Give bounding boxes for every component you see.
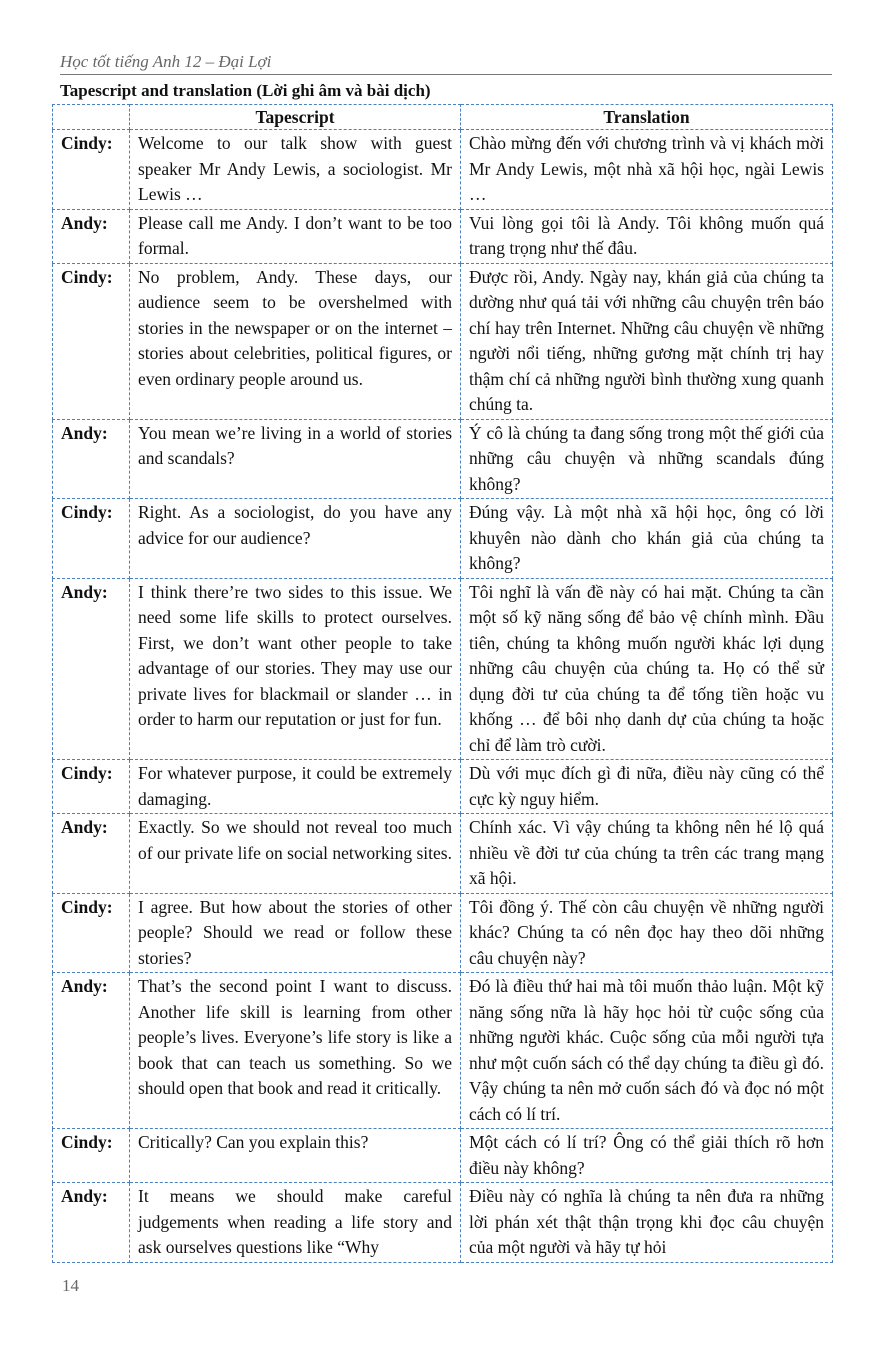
tapescript-cell: Exactly. So we should not reveal too much of our private life on social networking sites.	[130, 814, 461, 894]
speaker-cell: Cindy:	[53, 1129, 130, 1183]
tapescript-table	[52, 104, 833, 1263]
table-row	[53, 263, 833, 419]
speaker-cell: Cindy:	[53, 760, 130, 814]
tapescript-cell: That’s the second point I want to discuss. Another life skill is learning from other people’s lives. Everyone’s life story is like a book that can teach us something. So we should open that book and read it critically.	[130, 973, 461, 1129]
table-row	[53, 973, 833, 1129]
tapescript-cell: Welcome to our talk show with guest speaker Mr Andy Lewis, a sociologist. Mr Lewis …	[130, 130, 461, 210]
tapescript-cell: It means we should make careful judgements when reading a life story and ask ourselves questions like “Why	[130, 1183, 461, 1263]
speaker-cell: Andy:	[53, 209, 130, 263]
header-translation: Translation	[461, 105, 833, 130]
table-row	[53, 1183, 833, 1263]
tapescript-cell: For whatever purpose, it could be extremely damaging.	[130, 760, 461, 814]
header-speaker	[53, 105, 130, 130]
table-row	[53, 814, 833, 894]
translation-cell: Chào mừng đến với chương trình và vị khách mời Mr Andy Lewis, một nhà xã hội học, ngài Lewis …	[461, 130, 833, 210]
tapescript-cell: I think there’re two sides to this issue. We need some life skills to protect ourselves. First, we don’t want other people to take advantage of our stories. They may use our private lives for blackmail or slander … in order to harm our reputation or just for fun.	[130, 578, 461, 760]
table-row	[53, 578, 833, 760]
table-header-row	[53, 105, 833, 130]
tapescript-cell: You mean we’re living in a world of stories and scandals?	[130, 419, 461, 499]
speaker-cell: Andy:	[53, 419, 130, 499]
translation-cell: Đó là điều thứ hai mà tôi muốn thảo luận. Một kỹ năng sống nữa là hãy học hỏi từ cuộc sống của những người khác. Cuộc sống của mỗi người tựa như một cuốn sách có thể dạy chúng ta điều gì đó. Vậy chúng ta nên mở cuốn sách đó và đọc nó một cách có lí trí.	[461, 973, 833, 1129]
translation-cell: Đúng vậy. Là một nhà xã hội học, ông có lời khuyên nào dành cho khán giả của chúng ta không?	[461, 499, 833, 579]
speaker-cell: Andy:	[53, 1183, 130, 1263]
translation-cell: Được rồi, Andy. Ngày nay, khán giả của chúng ta dường như quá tải với những câu chuyện trên báo chí hay trên Internet. Những câu chuyện về những người nổi tiếng, những gương mặt chính trị hay thậm chí cả những người bình thường xung quanh chúng ta.	[461, 263, 833, 419]
translation-cell: Một cách có lí trí? Ông có thể giải thích rõ hơn điều này không?	[461, 1129, 833, 1183]
table-row	[53, 1129, 833, 1183]
speaker-cell: Cindy:	[53, 499, 130, 579]
tapescript-cell: No problem, Andy. These days, our audience seem to be overshelmed with stories in the newspaper or on the internet – stories about celebrities, political figures, or even ordinary people around us.	[130, 263, 461, 419]
translation-cell: Dù với mục đích gì đi nữa, điều này cũng có thể cực kỳ nguy hiểm.	[461, 760, 833, 814]
tapescript-cell: Please call me Andy. I don’t want to be too formal.	[130, 209, 461, 263]
table-row	[53, 893, 833, 973]
header-tapescript: Tapescript	[130, 105, 461, 130]
running-head: Học tốt tiếng Anh 12 – Đại Lợi	[60, 52, 832, 75]
tapescript-cell: Critically? Can you explain this?	[130, 1129, 461, 1183]
translation-cell: Tôi nghĩ là vấn đề này có hai mặt. Chúng ta cần một số kỹ năng sống để bảo vệ chính mình. Đầu tiên, chúng ta không muốn người khác lợi dụng những câu chuyện của chúng ta. Họ có thể sử dụng đời tư của chúng ta để tống tiền hoặc vu khống … để bôi nhọ danh dự của chúng ta hoặc chỉ để làm trò cười.	[461, 578, 833, 760]
translation-cell: Ý cô là chúng ta đang sống trong một thế giới của những câu chuyện và những scandals đúng không?	[461, 419, 833, 499]
tapescript-cell: I agree. But how about the stories of other people? Should we read or follow these stories?	[130, 893, 461, 973]
translation-cell: Vui lòng gọi tôi là Andy. Tôi không muốn quá trang trọng như thế đâu.	[461, 209, 833, 263]
speaker-cell: Cindy:	[53, 263, 130, 419]
translation-cell: Điều này có nghĩa là chúng ta nên đưa ra những lời phán xét thật thận trọng khi đọc câu chuyện của một người và hãy tự hỏi	[461, 1183, 833, 1263]
table-row	[53, 419, 833, 499]
speaker-cell: Andy:	[53, 578, 130, 760]
table-row	[53, 209, 833, 263]
tapescript-cell: Right. As a sociologist, do you have any advice for our audience?	[130, 499, 461, 579]
table-row	[53, 130, 833, 210]
translation-cell: Tôi đồng ý. Thế còn câu chuyện về những người khác? Chúng ta có nên đọc hay theo dõi những câu chuyện này?	[461, 893, 833, 973]
table-row	[53, 760, 833, 814]
table-row	[53, 499, 833, 579]
speaker-cell: Cindy:	[53, 893, 130, 973]
speaker-cell: Andy:	[53, 973, 130, 1129]
translation-cell: Chính xác. Vì vậy chúng ta không nên hé lộ quá nhiều về đời tư của chúng ta trên các trang mạng xã hội.	[461, 814, 833, 894]
page-number: 14	[62, 1276, 79, 1295]
section-title: Tapescript and translation (Lời ghi âm và bài dịch)	[60, 81, 431, 100]
speaker-cell: Andy:	[53, 814, 130, 894]
speaker-cell: Cindy:	[53, 130, 130, 210]
